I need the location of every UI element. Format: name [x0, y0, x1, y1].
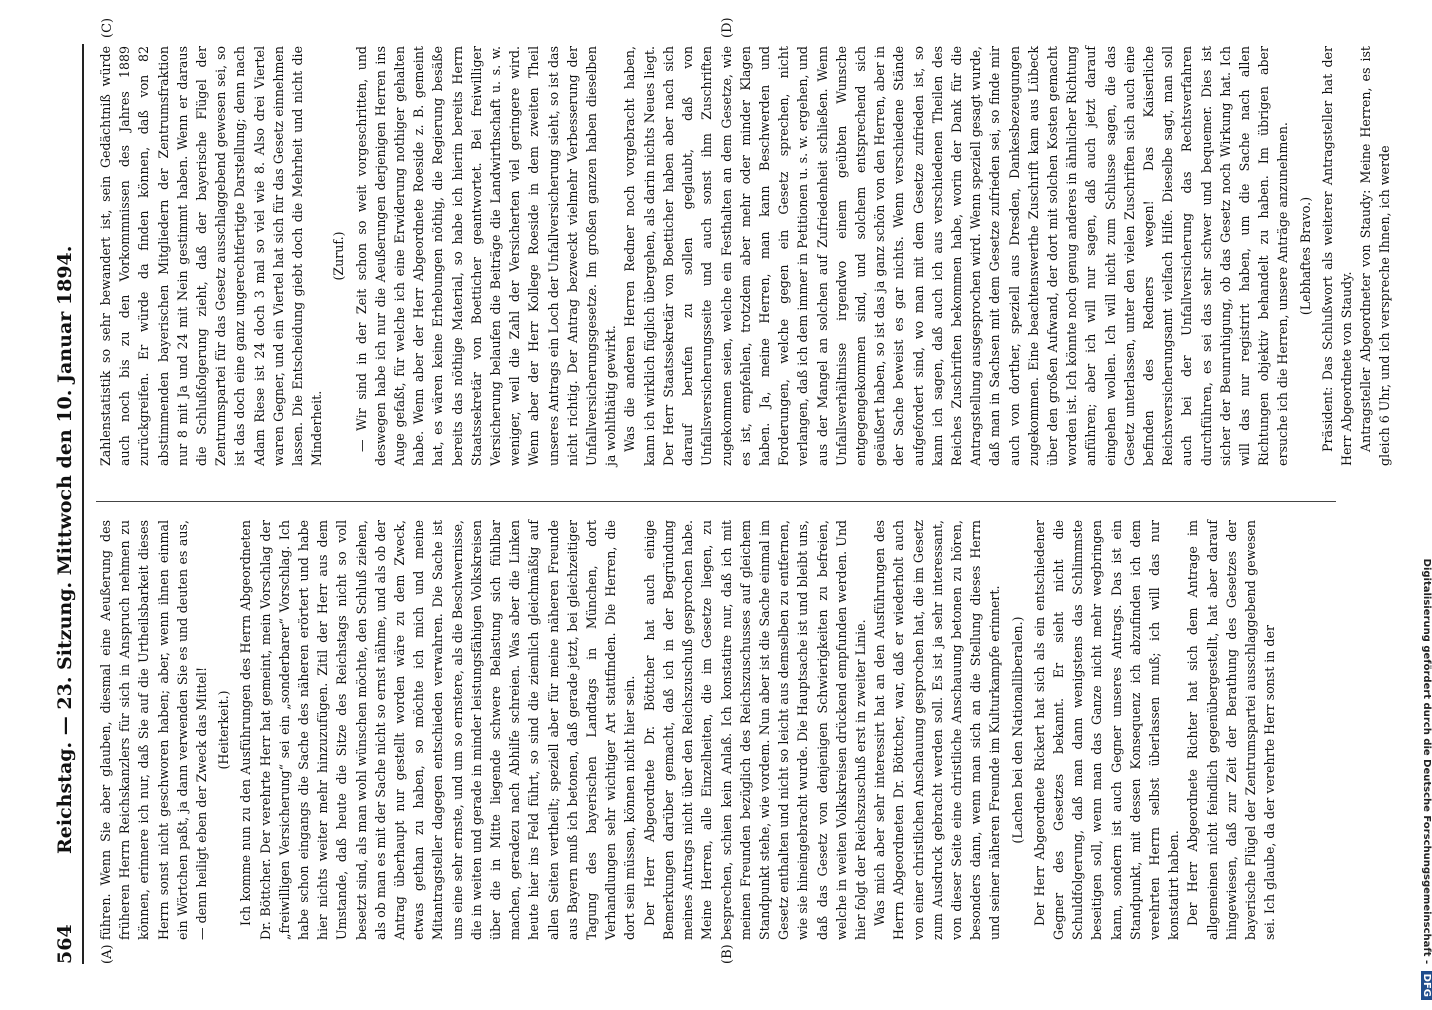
margin-marker-a: (A)	[100, 944, 115, 964]
left-text-column	[96, 520, 1336, 940]
paragraph: Der Herr Abgeordnete Richter hat sich dem Antrage im allgemeinen nicht feindlich gegenübergestellt, hat aber darauf hingewiesen, daß zur Zeit der Berathung des Gesetzes der bayerische Flügel der Zentrumspartei ausschlaggebend gewesen sei. Ich glaube, da der verehrte Herr sonst in der	[1185, 520, 1278, 940]
page-header	[52, 44, 84, 964]
margin-marker-d: (D)	[720, 17, 735, 38]
parliament-remark: (Heiterkeit.)	[216, 690, 232, 770]
parliament-remark: (Lachen bei den Nationalliberalen.)	[1009, 616, 1025, 844]
parliament-remark: (Zuruf.)	[331, 231, 347, 281]
paragraph: Präsident: Das Schlußwort als weiterer Antragsteller hat der Herr Abgeordnete von Staudy.	[1319, 46, 1354, 466]
column-divider	[96, 501, 1336, 502]
paragraph: Was mich aber sehr interessirt hat an den Ausführungen des Herrn Abgeordneten Dr. Böttcher, war, daß er wiederholt auch von einer christlichen Anschauung gesprochen hat, die im Gesetz zum Ausdruck gebracht werden soll. Es ist ja sehr interessant, von dieser Seite eine christliche Anschauung betonen zu hören, besonders dann, wenn man sich an die Stellung dieses Herrn und seiner näheren Freunde im Kulturkampfe erinnert.	[872, 520, 1003, 940]
right-text-column	[96, 46, 1393, 466]
footer-text: Digitalisierung gefördert durch die Deutsche Forschungsgemeinschaft -	[1421, 558, 1432, 965]
paragraph: Der Herr Abgeordnete Rickert hat sich als ein entschiedener Gegner des Gesetzes bekannt. Er sieht nicht die Schuldfolgerung, daß man dann wenigstens das Schlimmste beseitigen soll, wenn man das Ganze nicht mehr wegbringen kann, sondern ist auch Gegner unseres Antrags. Das ist ein Standpunkt, mit dessen Konsequenz ich abzufinden ich dem verehrten Herrn selbst überlassen muß; ich will das nur konstatirt haben.	[1031, 520, 1182, 940]
paragraph: Antragsteller Abgeordneter von Staudy: Meine Herren, es ist gleich 6 Uhr, und ich verspreche Ihnen, ich werde	[1358, 46, 1393, 466]
header-title: Reichstag. — 23. Sitzung. Mittwoch den 10. Januar 1894.	[54, 245, 76, 854]
parliament-remark: (Lebhaftes Bravo.)	[1297, 196, 1313, 316]
paragraph: führen. Wenn Sie aber glauben, diesmal eine Aeußerung des früheren Herrn Reichskanzlers für sich in Anspruch nehmen zu können, erinnere ich nur, daß Sie auf die Urtheilsbarkeit dieses Herrn sonst nicht geschworen haben; aber, wenn ihnen einmal ein Wörtchen paßt, ja dann verwenden Sie es und deuten es aus, — denn heiligt eben der Zweck das Mittel!	[98, 520, 210, 940]
dfg-logo: DFG	[1421, 971, 1432, 1000]
paragraph: Zahlenstatistik so sehr bewandert ist, sein Gedächtniß würde auch noch bis zu den Vorkommnissen des Jahres 1889 zurückgreifen. Er würde da finden können, daß von 82 abstimmenden bayerischen Mitgliedern der Zentrumsfraktion nur 8 mit Ja und 24 mit Nein gestimmt haben. Wenn er daraus die Schlußfolgerung zieht, daß der bayerische Flügel der Zentrumspartei für das Gesetz ausschlaggebend gewesen sei, so ist das doch eine ganz ungerechtfertigte Darstellung; denn nach Adam Riese ist 24 doch 3 mal so viel wie 8. Also drei Viertel waren Gegner, und ein Viertel hat sich für das Gesetz einnehmen lassen. Die Entscheidung giebt doch die Mehrheit und nicht die Minderheit.	[98, 46, 325, 466]
paragraph: Der Herr Abgeordnete Dr. Böttcher hat auch einige Bemerkungen darüber gemacht, daß ich in der Begründung meines Antrags nicht über den Reichszuschuß gesprochen habe. Meine Herren, alle Einzelheiten, die im Gesetze liegen, zu besprechen, schien kein Anlaß. Ich konstatire nur, daß ich mit meinen Freunden bezüglich des Reichszuschusses auf gleichem Standpunkt stehe, wie vordem. Nun aber ist die Sache einmal im Gesetz enthalten und nicht so leicht aus demselben zu entfernen, wie sie hineingebracht wurde. Die Hauptsache ist und bleibt uns, daß das Gesetz von denjenigen Schwierigkeiten zu befreien, welche in weiten Volkskreisen drückend empfunden werden. Und hier folgt der Reichszuschuß erst in zweiter Linie.	[641, 520, 868, 940]
margin-marker-b: (B)	[720, 944, 735, 964]
paragraph: Ich komme nun zu den Ausführungen des Herrn Abgeordneten Dr. Böttcher. Der verehrte Herr hat gemeint, mein Vorschlag der „freiwilligen Versicherung“ sei ein „sonderbarer“ Vorschlag. Ich habe schon eingangs die Sache des näheren erörtert und habe hier nichts weiter mehr hinzuzufügen. Zitil der Herr aus dem Umstande, daß heute die Sitze des Reichstags nicht so voll besetzt sind, als man wohl wünschen möchte, den Schluß ziehen, als ob man es mit der Sache nicht so ernst nähme, und als ob der Antrag überhaupt nur gestellt worden wäre zu dem Zweck, etwas gethan zu haben, so möchte ich mich und meine Mitantragsteller dagegen entschieden verwahren. Die Sache ist uns eine sehr ernste, und um so ernstere, als die Beschwernisse, die in weiten und gerade in minder leistungsfähigen Volkskreisen über die in Mitte liegende schwere Belastung sich fühlbar machen, geradezu nach Abhilfe schreien. Was aber die Linken heute hier ins Feld führt, so sind die ziemlich gleichmäßig auf allen Seiten vertheilt; speziell aber für meine näheren Freunde aus Bayern muß ich betonen, daß gerade jetzt, bei gleichzeitiger Tagung des bayerischen Landtags in München, dort Verhandlungen sehr wichtiger Art stattfinden. Die Herren, die dort sein müssen, können nicht hier sein.	[238, 520, 638, 940]
page-number: 564	[54, 924, 76, 964]
margin-marker-c: (C)	[100, 17, 115, 38]
paragraph: — Wir sind in der Zeit schon so weit vorgeschritten, und deswegen habe ich nur die Aeußerungen derjenigen Herren ins Auge gefaßt, für welche ich eine Erwiderung nothiger gehalten habe. Wenn aber der Herr Abgeordnete Roeside z. B. gemeint hat, es wären keine Erhebungen nöthig, die Regierung besäße bereits das nöthige Material, so habe ich hierin bereits Herrn Staatssekretär von Boetticher geantwortet. Bei freiwilliger Versicherung belaufen die Beiträge die Landwirthschaft u. s. w. weniger, weil die Zahl der Versicherten viel geringere wird. Wenn aber der Herr Kollege Roeside in dem zweiten Theil unseres Antrags ein Loch der Unfallversicherung sieht, so ist das nicht richtig. Der Antrag bezweckt vielmehr Verbesserung der Unfallversicherungsgesetze. Im großen ganzen haben dieselben ja wohlthätig gewirkt.	[353, 46, 619, 466]
digitization-footer	[1412, 0, 1432, 1000]
paragraph: Was die anderen Herren Redner noch vorgebracht haben, kann ich wirklich füglich übergehen, als darin nichts Neues liegt. Der Herr Staatssekretär von Boetticher haben aber nach sich darauf berufen zu sollen geglaubt, daß von Unfallsversicherungsseite und auch sonst ihm Zuschriften zugekommen seien, welche ein Festhalten an dem Gesetze, wie es ist, empfehlen, trotzdem aber mehr oder minder Klagen haben. Ja, meine Herren, man kann Beschwerden und Forderungen, welche gegen ein Gesetz sprechen, nicht verlangen, daß ich dem immer in Petitionen u. s. w. ergehen, und aus der Mangel an solchen auf Zufriedenheit schließen. Wenn Unfallsverhältnisse irgendwo einem geübten Wunsche entgegengekommen sind, und solchem entsprechend sich geäußert haben, so ist das ja ganz schön von den Herren, aber in der Sache beweist es gar nichts. Wenn verschiedene Stände aufgefordert sind, wo man mit dem Gesetze zufrieden ist, so kann ich sagen, daß auch ich aus verschiedenen Theilen des Reiches Zuschriften bekommen habe, worin der Dank für die Antragstellung ausgesprochen wird. Wenn speziell gesagt wurde, daß man in Sachsen mit dem Gesetze zufrieden sei, so finde mir auch von dorther, speziell aus Dresden, Dankesbezeugungen zugekommen. Eine beachtenswerthe Zuschrift kam aus Lübeck über den großen Aufwand, der dort mit solchen Kosten gemacht worden ist. Ich könnte noch genug anderes in ähnlicher Richtung anführen; aber ich will nur sagen, daß auch jetzt darauf eingehen wollen. Ich will nicht zum Schlusse sagen, die das Gesetz unterlassen, unter den vielen Zuschriften sich auch eine befinden des Redners wegen! Das Kaiserliche Reichsversicherungsamt vielfach Hilfe. Dieselbe sagt, man soll auch bei der Unfallversicherung das Rechtsverfahren durchführen, es sei das sehr schwer und bequemer. Dies ist sicher der Beunruhigung, ob das Gesetz noch Wirkung hat. Ich will das nur registrirt haben, um die Sache nach allen Richtungen objektiv behandelt zu haben. Im übrigen aber ersuche ich die Herren, unsere Anträge anzunehmen.	[622, 46, 1291, 466]
